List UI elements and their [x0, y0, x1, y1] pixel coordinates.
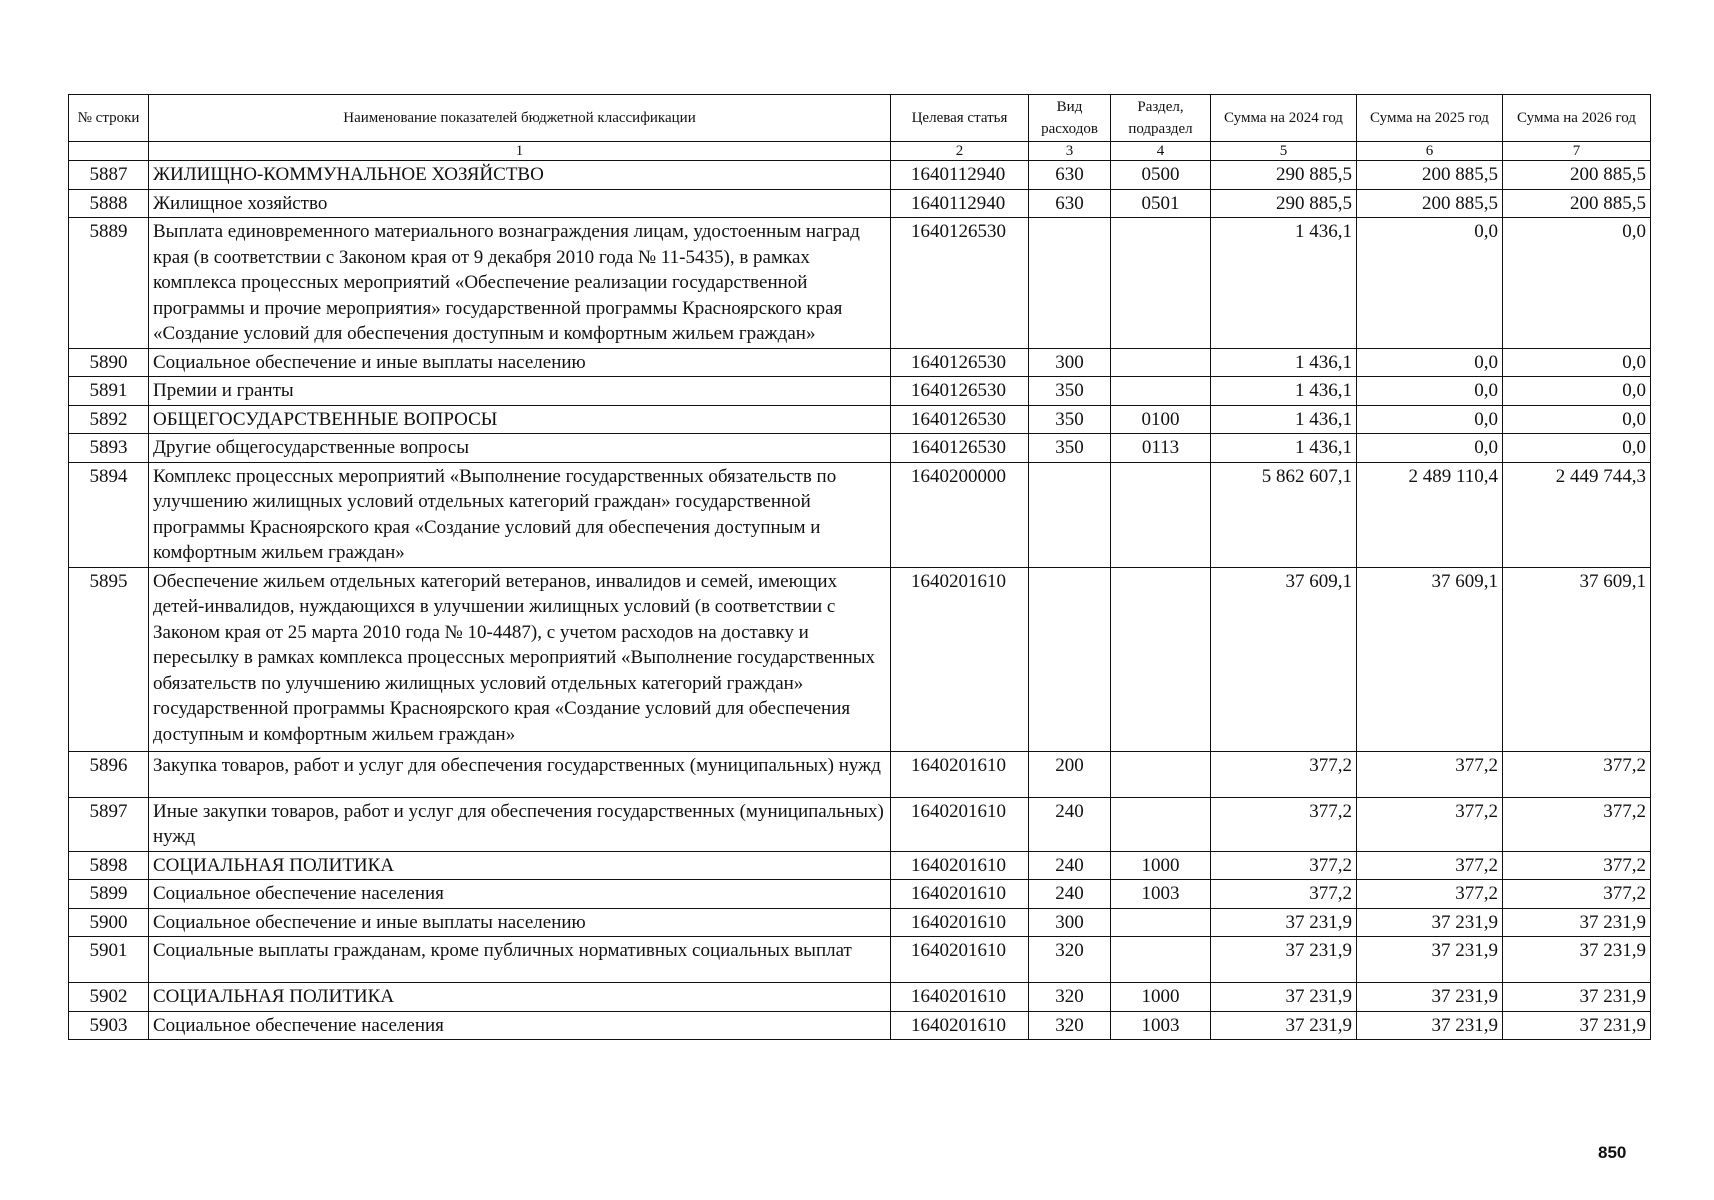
header-sum-2026: Сумма на 2026 год [1503, 95, 1651, 142]
table-row [69, 189, 1651, 218]
indicator-name: Закупка товаров, работ и услуг для обеспечения государственных (муниципальных) нужд [149, 751, 891, 797]
sum-2025: 37 609,1 [1357, 567, 1503, 751]
section-subsection [1111, 377, 1211, 406]
indicator-name: Выплата единовременного материального вознаграждения лицам, удостоенным наград края (в соответствии с Законом края от 9 декабря 2010 года № 11-5435), в рамках комплекса процессных мероприятий «Обеспечение реализации государственной программы и прочие мероприятия» государственной программы Красноярского края «Создание условий для обеспечения доступным и комфортным жильем граждан» [149, 218, 891, 349]
indicator-name: Премии и гранты [149, 377, 891, 406]
indicator-name: ЖИЛИЩНО-КОММУНАЛЬНОЕ ХОЗЯЙСТВО [149, 161, 891, 190]
sum-2024: 1 436,1 [1211, 377, 1357, 406]
indicator-name: Социальные выплаты гражданам, кроме публичных нормативных социальных выплат [149, 937, 891, 983]
target-article: 1640126530 [891, 218, 1029, 349]
sum-2025: 0,0 [1357, 348, 1503, 377]
target-article: 1640112940 [891, 161, 1029, 190]
section-subsection [1111, 462, 1211, 567]
header-sum-2024: Сумма на 2024 год [1211, 95, 1357, 142]
sum-2026: 37 231,9 [1503, 937, 1651, 983]
target-article: 1640201610 [891, 567, 1029, 751]
column-index: 5 [1211, 142, 1357, 161]
expense-type: 300 [1029, 908, 1111, 937]
sum-2024: 37 231,9 [1211, 1011, 1357, 1040]
indicator-name: Обеспечение жильем отдельных категорий ветеранов, инвалидов и семей, имеющих детей-инвалидов, нуждающихся в улучшении жилищных условий (в соответствии с Законом края от 25 марта 2010 года № 10-4487), с учетом расходов на доставку и пересылку в рамках комплекса процессных мероприятий «Выполнение государственных обязательств по улучшению жилищных условий отдельных категорий граждан» государственной программы Красноярского края «Создание условий для обеспечения доступным и комфортным жильем граждан» [149, 567, 891, 751]
sum-2024: 377,2 [1211, 880, 1357, 909]
sum-2026: 2 449 744,3 [1503, 462, 1651, 567]
target-article: 1640201610 [891, 1011, 1029, 1040]
budget-table-sheet [68, 94, 1650, 1040]
target-article: 1640201610 [891, 797, 1029, 851]
section-subsection: 1000 [1111, 851, 1211, 880]
section-subsection: 1003 [1111, 880, 1211, 909]
row-number: 5894 [69, 462, 149, 567]
row-number: 5899 [69, 880, 149, 909]
column-index: 3 [1029, 142, 1111, 161]
sum-2025: 0,0 [1357, 434, 1503, 463]
row-number: 5895 [69, 567, 149, 751]
sum-2025: 377,2 [1357, 751, 1503, 797]
indicator-name: Жилищное хозяйство [149, 189, 891, 218]
sum-2026: 377,2 [1503, 797, 1651, 851]
indicator-name: СОЦИАЛЬНАЯ ПОЛИТИКА [149, 983, 891, 1012]
sum-2024: 1 436,1 [1211, 348, 1357, 377]
sum-2024: 1 436,1 [1211, 218, 1357, 349]
row-number: 5888 [69, 189, 149, 218]
sum-2026: 200 885,5 [1503, 189, 1651, 218]
row-number: 5889 [69, 218, 149, 349]
sum-2026: 0,0 [1503, 348, 1651, 377]
expense-type: 320 [1029, 937, 1111, 983]
sum-2026: 0,0 [1503, 218, 1651, 349]
section-subsection: 1000 [1111, 983, 1211, 1012]
table-row [69, 348, 1651, 377]
expense-type: 240 [1029, 851, 1111, 880]
section-subsection [1111, 751, 1211, 797]
row-number: 5901 [69, 937, 149, 983]
table-row [69, 218, 1651, 349]
expense-type [1029, 462, 1111, 567]
row-number: 5896 [69, 751, 149, 797]
sum-2024: 1 436,1 [1211, 434, 1357, 463]
budget-classification-table [68, 94, 1651, 1040]
header-name: Наименование показателей бюджетной классификации [149, 95, 891, 142]
expense-type: 350 [1029, 405, 1111, 434]
sum-2024: 37 231,9 [1211, 908, 1357, 937]
indicator-name: Комплекс процессных мероприятий «Выполнение государственных обязательств по улучшению жилищных условий отдельных категорий граждан» государственной программы Красноярского края «Создание условий для обеспечения доступным и комфортным жильем граждан» [149, 462, 891, 567]
expense-type: 630 [1029, 161, 1111, 190]
target-article: 1640201610 [891, 880, 1029, 909]
sum-2026: 37 231,9 [1503, 1011, 1651, 1040]
sum-2026: 37 231,9 [1503, 983, 1651, 1012]
row-number: 5900 [69, 908, 149, 937]
sum-2026: 37 231,9 [1503, 908, 1651, 937]
section-subsection [1111, 567, 1211, 751]
row-number: 5890 [69, 348, 149, 377]
sum-2025: 200 885,5 [1357, 161, 1503, 190]
section-subsection: 0501 [1111, 189, 1211, 218]
target-article: 1640201610 [891, 937, 1029, 983]
table-header-row [69, 95, 1651, 142]
sum-2026: 377,2 [1503, 851, 1651, 880]
section-subsection [1111, 218, 1211, 349]
sum-2024: 290 885,5 [1211, 189, 1357, 218]
indicator-name: Социальное обеспечение и иные выплаты населению [149, 908, 891, 937]
table-row [69, 161, 1651, 190]
column-index: 2 [891, 142, 1029, 161]
sum-2024: 377,2 [1211, 751, 1357, 797]
expense-type: 320 [1029, 983, 1111, 1012]
section-subsection [1111, 348, 1211, 377]
sum-2025: 377,2 [1357, 880, 1503, 909]
row-number: 5893 [69, 434, 149, 463]
expense-type: 350 [1029, 377, 1111, 406]
column-index-row [69, 142, 1651, 161]
sum-2025: 2 489 110,4 [1357, 462, 1503, 567]
header-sum-2025: Сумма на 2025 год [1357, 95, 1503, 142]
expense-type [1029, 218, 1111, 349]
target-article: 1640126530 [891, 348, 1029, 377]
table-row [69, 937, 1651, 983]
table-row [69, 434, 1651, 463]
indicator-name: Иные закупки товаров, работ и услуг для обеспечения государственных (муниципальных) нужд [149, 797, 891, 851]
sum-2026: 200 885,5 [1503, 161, 1651, 190]
row-number: 5902 [69, 983, 149, 1012]
target-article: 1640201610 [891, 908, 1029, 937]
table-row [69, 880, 1651, 909]
indicator-name: СОЦИАЛЬНАЯ ПОЛИТИКА [149, 851, 891, 880]
row-number: 5892 [69, 405, 149, 434]
sum-2025: 37 231,9 [1357, 937, 1503, 983]
sum-2025: 37 231,9 [1357, 983, 1503, 1012]
expense-type [1029, 567, 1111, 751]
sum-2025: 377,2 [1357, 851, 1503, 880]
indicator-name: ОБЩЕГОСУДАРСТВЕННЫЕ ВОПРОСЫ [149, 405, 891, 434]
expense-type: 240 [1029, 880, 1111, 909]
sum-2025: 37 231,9 [1357, 1011, 1503, 1040]
row-number: 5891 [69, 377, 149, 406]
target-article: 1640201610 [891, 983, 1029, 1012]
table-row [69, 908, 1651, 937]
sum-2026: 0,0 [1503, 405, 1651, 434]
sum-2025: 0,0 [1357, 405, 1503, 434]
indicator-name: Социальное обеспечение населения [149, 880, 891, 909]
table-row [69, 851, 1651, 880]
sum-2024: 1 436,1 [1211, 405, 1357, 434]
expense-type: 630 [1029, 189, 1111, 218]
sum-2024: 5 862 607,1 [1211, 462, 1357, 567]
column-index: 7 [1503, 142, 1651, 161]
column-index: 1 [149, 142, 891, 161]
sum-2026: 377,2 [1503, 880, 1651, 909]
indicator-name: Социальное обеспечение и иные выплаты населению [149, 348, 891, 377]
section-subsection [1111, 908, 1211, 937]
table-body [69, 161, 1651, 1040]
row-number: 5897 [69, 797, 149, 851]
row-number: 5887 [69, 161, 149, 190]
target-article: 1640126530 [891, 405, 1029, 434]
target-article: 1640126530 [891, 377, 1029, 406]
table-row [69, 377, 1651, 406]
table-row [69, 1011, 1651, 1040]
sum-2024: 377,2 [1211, 851, 1357, 880]
section-subsection: 0113 [1111, 434, 1211, 463]
expense-type: 240 [1029, 797, 1111, 851]
section-subsection: 0500 [1111, 161, 1211, 190]
expense-type: 350 [1029, 434, 1111, 463]
table-row [69, 405, 1651, 434]
table-row [69, 567, 1651, 751]
header-target: Целевая статья [891, 95, 1029, 142]
section-subsection: 1003 [1111, 1011, 1211, 1040]
header-section: Раздел, подраздел [1111, 95, 1211, 142]
indicator-name: Социальное обеспечение населения [149, 1011, 891, 1040]
sum-2024: 37 231,9 [1211, 937, 1357, 983]
sum-2024: 37 231,9 [1211, 983, 1357, 1012]
section-subsection [1111, 797, 1211, 851]
target-article: 1640126530 [891, 434, 1029, 463]
expense-type: 320 [1029, 1011, 1111, 1040]
sum-2026: 37 609,1 [1503, 567, 1651, 751]
section-subsection: 0100 [1111, 405, 1211, 434]
column-index: 6 [1357, 142, 1503, 161]
row-number: 5898 [69, 851, 149, 880]
sum-2026: 0,0 [1503, 434, 1651, 463]
row-number: 5903 [69, 1011, 149, 1040]
header-row-no: № строки [69, 95, 149, 142]
column-index-empty [69, 142, 149, 161]
sum-2025: 0,0 [1357, 218, 1503, 349]
table-row [69, 797, 1651, 851]
sum-2025: 37 231,9 [1357, 908, 1503, 937]
target-article: 1640201610 [891, 851, 1029, 880]
indicator-name: Другие общегосударственные вопросы [149, 434, 891, 463]
table-row [69, 751, 1651, 797]
header-type: Вид расходов [1029, 95, 1111, 142]
table-row [69, 983, 1651, 1012]
sum-2026: 377,2 [1503, 751, 1651, 797]
expense-type: 300 [1029, 348, 1111, 377]
expense-type: 200 [1029, 751, 1111, 797]
target-article: 1640112940 [891, 189, 1029, 218]
sum-2025: 200 885,5 [1357, 189, 1503, 218]
sum-2024: 37 609,1 [1211, 567, 1357, 751]
target-article: 1640201610 [891, 751, 1029, 797]
sum-2025: 0,0 [1357, 377, 1503, 406]
section-subsection [1111, 937, 1211, 983]
column-index: 4 [1111, 142, 1211, 161]
sum-2026: 0,0 [1503, 377, 1651, 406]
sum-2025: 377,2 [1357, 797, 1503, 851]
target-article: 1640200000 [891, 462, 1029, 567]
sum-2024: 290 885,5 [1211, 161, 1357, 190]
page-number: 850 [1598, 1143, 1627, 1162]
sum-2024: 377,2 [1211, 797, 1357, 851]
table-row [69, 462, 1651, 567]
